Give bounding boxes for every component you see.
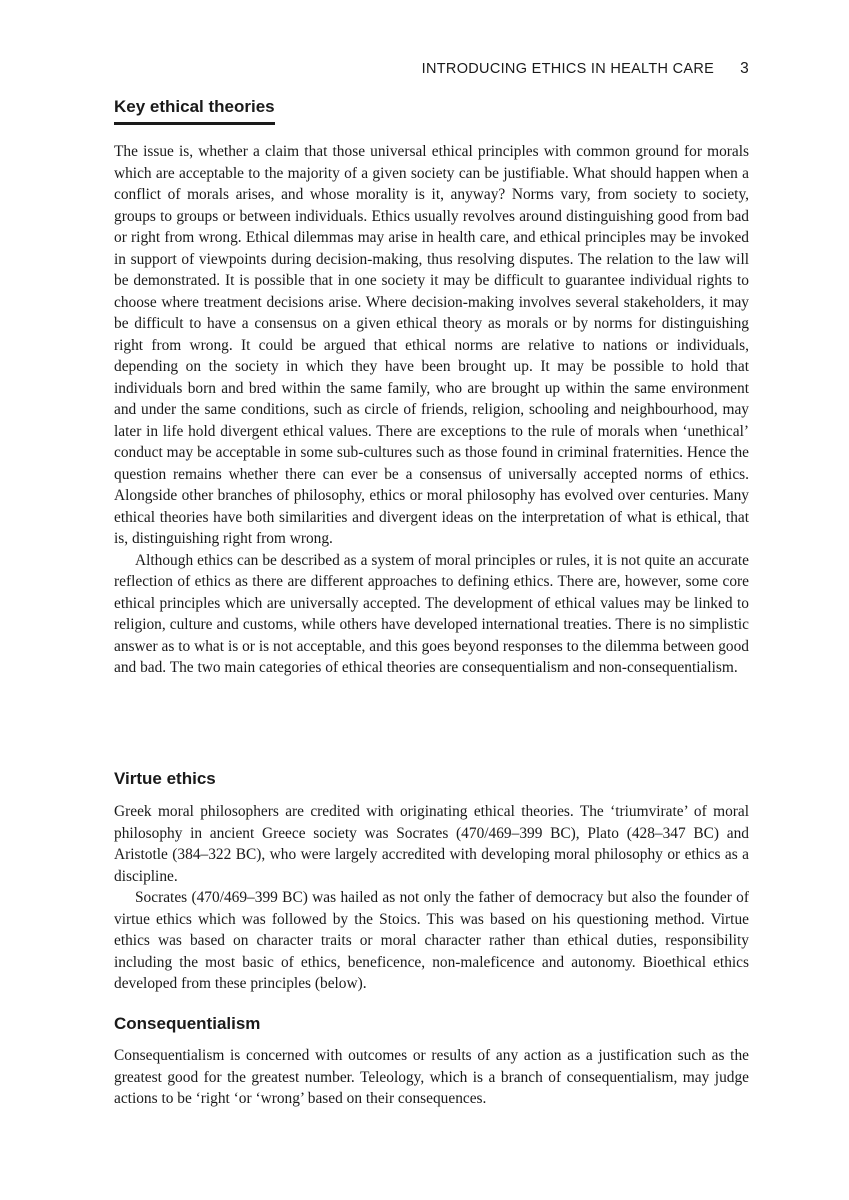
paragraph: Although ethics can be described as a system of moral principles or rules, it is not quite an accurate reflection of ethics as there are different approaches to defining ethics. There are, however, some core ethical principles which are universally accepted. The development of ethical values may be linked to religion, culture and customs, while others have developed international treaties. There is no simplistic answer as to what is or is not acceptable, and this goes beyond responses to the dilemma between good and bad. The two main categories of ethical theories are consequentialism and non-consequentialism. [114,551,749,676]
running-head [422,60,749,78]
heading-key-ethical-theories [114,97,275,125]
heading-virtue-ethics: Virtue ethics [114,769,216,788]
heading-consequentialism: Consequentialism [114,1014,261,1033]
heading-key-ethical-theories-text: Key ethical theories [114,97,275,125]
paragraph: Socrates (470/469–399 BC) was hailed as not only the father of democracy but also the founder of virtue ethics which was followed by the Stoics. This was based on his questioning method. Virtue ethics was based on character traits or moral character rather than ethical duties, responsibility including the most basic of ethics, beneficence, non-maleficence and autonomy. Bioethical ethics developed from these principles (below). [114,889,749,992]
section-key-ethical-theories-body [114,141,749,679]
section-consequentialism-body [114,1045,749,1110]
paragraph: Greek moral philosophers are credited with originating ethical theories. The ‘triumvirate’ of moral philosophy in ancient Greece society was Socrates (470/469–399 BC), Plato (428–347 BC) and Aristotle (384–322 BC), who were largely accredited with developing moral philosophy or ethics as a discipline. [114,803,749,885]
running-head-title: INTRODUCING ETHICS IN HEALTH CARE [421,61,715,77]
section-virtue-ethics-body [114,801,749,995]
page-number: 3 [740,60,749,77]
paragraph: The issue is, whether a claim that those universal ethical principles with common ground for morals which are acceptable to the majority of a given society can be justifiable. What should happen when a conflict of morals arises, and whose morality is it, anyway? Norms vary, from society to society, groups to groups or between individuals. Ethics usually revolves around distinguishing good from bad or right from wrong. Ethical dilemmas may arise in health care, and ethical principles may be invoked in support of viewpoints during decision-making, thus resolving disputes. The relation to the law will be demonstrated. It is possible that in one society it may be difficult to guarantee individual rights to choose where treatment decisions arise. Where decision-making involves several stakeholders, it may be difficult to have a consensus on a given ethical theory as morals or by norms for distinguishing right from wrong. It could be argued that ethical norms are relative to nations or individuals, depending on the society in which they have been brought up. It may be possible to hold that individuals born and bred within the same family, who are brought up within the same environment and under the same conditions, such as circle of friends, religion, schooling and neighbourhood, may later in life hold divergent ethical values. There are exceptions to the rule of morals when ‘unethical’ conduct may be acceptable in some sub-cultures such as those found in criminal fraternities. Hence the question remains whether there can ever be a consensus of universally accepted norms of ethics. Alongside other branches of philosophy, ethics or moral philosophy has evolved over centuries. Many ethical theories have both similarities and divergent ideas on the interpretation of what is ethical, that is, distinguishing right from wrong. [114,143,749,547]
paragraph: Consequentialism is concerned with outcomes or results of any action as a justification such as the greatest good for the greatest number. Teleology, which is a branch of consequentialism, may judge actions to be ‘right ‘or ‘wrong’ based on their consequences. [114,1047,749,1107]
